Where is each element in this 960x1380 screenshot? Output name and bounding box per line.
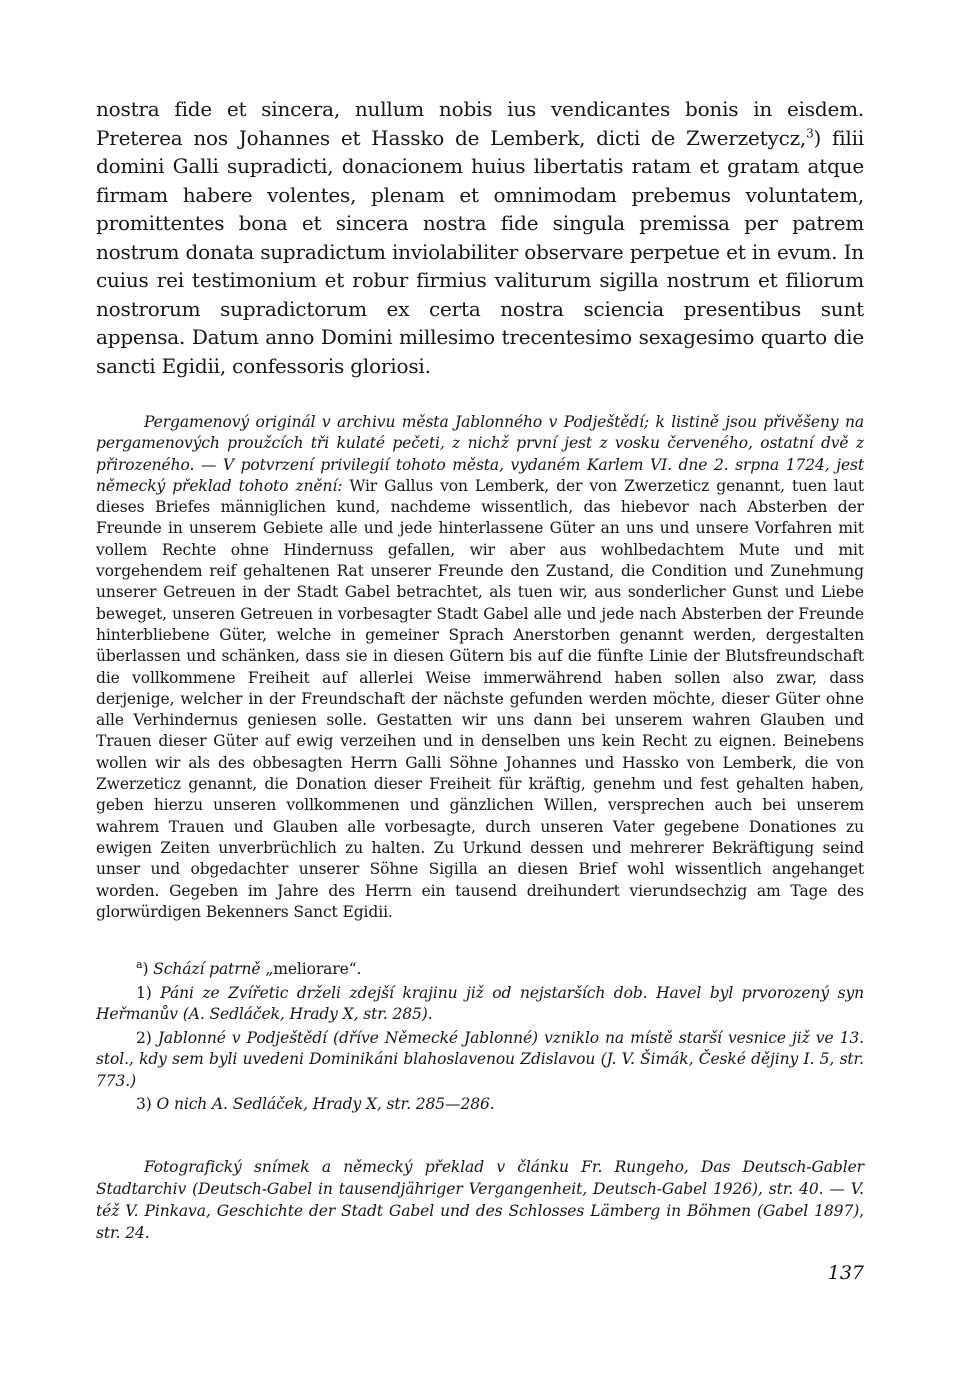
footnote-paren: ) <box>142 960 149 979</box>
archive-note <box>96 412 864 923</box>
footnote-quoted-word: „meliorare“. <box>265 960 362 979</box>
footnote-3 <box>96 1094 864 1116</box>
latin-text-part-1: nostra fide et sincera, nullum nobis ius vendicantes bonis in eisdem. Preterea nos Johannes et Hassko de Lemberk, dicti de Zwerzetycz, <box>96 97 864 150</box>
page-number: 137 <box>827 1262 864 1284</box>
footnote-marker: 3 <box>136 1095 146 1114</box>
footnotes <box>96 959 864 1116</box>
footnote-marker: 2 <box>136 1028 146 1047</box>
footnote-text: Schází patrně <box>148 960 266 979</box>
footnote-reference-3[interactable]: 3 <box>806 125 814 140</box>
latin-text-part-2: ) filii domini Galli supradicti, donacionem huius libertatis ratam et gratam atque firmam habere volentes, plenam et omnimodam prebemus voluntatem, promittentes bona et sincera nostra fide singula premissa per patrem nostrum donata supradictum inviolabiliter observare perpetue et in evum. In cuius rei testimonium et robur firmius valiturum sigilla nostrum et filiorum nostrorum supradictorum ex certa nostra sciencia presentibus sunt appensa. Datum anno Domini millesimo trecentesimo sexagesimo quarto die sancti Egidii, confessoris gloriosi. <box>96 125 865 378</box>
footnote-2 <box>96 1028 864 1093</box>
german-translation-text: Wir Gallus von Lemberk, der von Zwerzeticz genannt, tuen laut dieses Briefes männiglichen kund, nachdeme wissentlich, das hiebevor nach Absterben der Freunde in unserem Gebiete alle und jede hinterlassene Güter an uns und unsere Vorfahren mit vollem Rechte ohne Hindernuss gefallen, wir aber aus wohlbedachtem Mute und mit vorgehendem reif gehaltenen Rat unserer Freunde den Zustand, die Condition und Zunehmung unserer Getreuen in der Stadt Gabel betrachtet, als tuen wir, aus sonderlicher Gunst und Liebe beweget, unseren Getreuen in vorbesagter Stadt Gabel alle und jede nach Absterben der Freunde hinterbliebene Güter, welche in gemeiner Sprach Anerstorben genannt werden, dergestalten überlassen und schänken, dass sie in diesen Gütern bis auf die fünfte Linie der Blutsfreundschaft die vollkommene Freiheit auf allerlei Weise immerwährend haben sollen also zwar, dass derjenige, welcher in der Freundschaft der nächste gefunden werden möchte, dieser Güter ohne alle Verhindernus geniesen solle. Gestatten wir uns dann bei unserem wahren Glauben und Trauen dieser Güter auf ewig verzeihen und in denselben uns kein Recht zu eignen. Beinebens wollen wir als des obbesagten Herrn Galli Söhne Johannes und Hassko von Lemberk, die von Zwerzeticz genannt, die Donation dieser Freiheit für kräftig, genehm und fest gehalten haben, geben hierzu unseren vollkommenen und gänzlichen Willen, versprechen auch bei unserem wahrem Trauen und Glauben alle vorbesagte, durch unseren Vater gegebene Donationes zu ewigen Zeiten unverbrüchlich zu halten. Zu Urkund dessen und mehrerer Bekräftigung seind unser und obgedachter unserer Söhne Sigilla an diesen Brief wohl wissentlich angehanget worden. Gegeben im Jahre des Herrn ein tausend dreihundert vierundsechzig am Tage des glorwürdigen Bekenners Sanct Egidii. <box>96 476 864 921</box>
footnote-paren: ) <box>145 983 152 1002</box>
photo-source-note: Fotografický snímek a německý překlad v článku Fr. Rungeho, Das Deutsch-Gabler Stadtarchiv (Deutsch-Gabel in tausendjähriger Vergangenheit, Deutsch-Gabel 1926), str. 40. — V. též V. Pinkava, Geschichte der Stadt Gabel und des Schlosses Lämberg in Böhmen (Gabel 1897), str. 24. <box>96 1157 864 1242</box>
footnote-a <box>96 959 864 981</box>
footnote-1 <box>96 983 864 1026</box>
footnote-text: Páni ze Zvířetic drželi zdejší krajinu již od nejstarších dob. Havel byl prvorozený syn Heřmanův (A. Sedláček, Hrady X, str. 285). <box>96 983 864 1024</box>
archive-note-czech: Pergamenový originál v archivu města Jablonného v Podještědí; k listině jsou přivěšeny na pergamenových proužcích tři kulaté pečeti, z nichž první jest z vosku červeného, ostatní dvě z přirozeného. — V potvrzení privilegií tohoto města, vydaném Karlem VI. dne 2. srpna 1724, jest německý překlad tohoto znění: <box>96 413 864 495</box>
footnote-marker: 1 <box>136 983 146 1002</box>
latin-charter-text <box>96 95 864 380</box>
footnote-text: O nich A. Sedláček, Hrady X, str. 285—286. <box>151 1095 495 1114</box>
footnote-marker: a <box>136 957 143 971</box>
footnote-paren: ) <box>145 1028 152 1047</box>
footnote-text: Jablonné v Podještědí (dříve Německé Jablonné) vzniklo na místě starší vesnice již ve 13. stol., kdy sem byli uvedeni Dominikáni blahoslavenou Zdislavou (J. V. Šimák, České dějiny I. 5, str. 773.) <box>96 1028 864 1090</box>
footnote-paren: ) <box>145 1095 152 1114</box>
